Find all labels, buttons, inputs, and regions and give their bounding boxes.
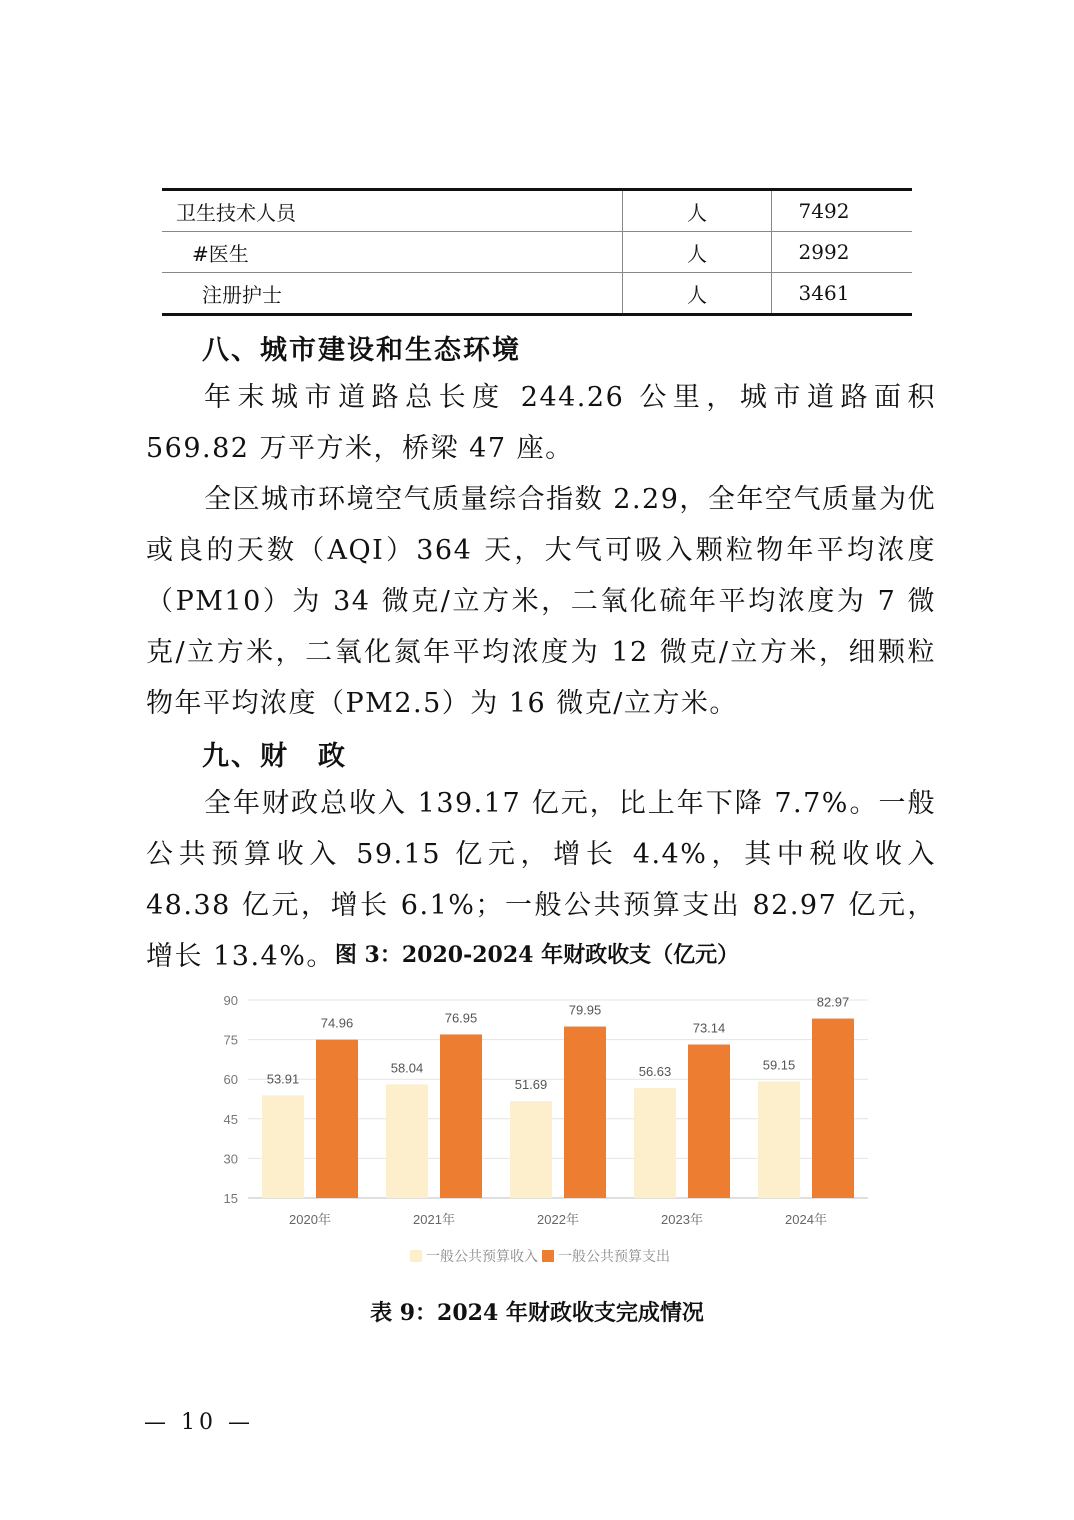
bar: [440, 1034, 482, 1198]
bar: [316, 1040, 358, 1198]
data-label: 53.91: [266, 1071, 300, 1087]
legend-label: 一般公共预算收入: [426, 1248, 538, 1264]
row-unit: 人: [623, 273, 772, 315]
data-label: 73.14: [692, 1020, 726, 1036]
row-value: 3461: [772, 273, 913, 315]
data-label: 76.95: [444, 1010, 478, 1026]
x-tick-label: 2021年: [413, 1212, 455, 1227]
figure-title: 图 3：2020-2024 年财政收支（亿元）: [334, 942, 740, 968]
legend-label: 一般公共预算支出: [558, 1248, 670, 1264]
bar: [262, 1095, 304, 1198]
data-label: 79.95: [568, 1002, 602, 1018]
data-label: 51.69: [514, 1077, 548, 1093]
row-unit: 人: [623, 190, 772, 232]
x-tick-label: 2022年: [537, 1212, 579, 1227]
bar: [812, 1019, 854, 1198]
y-tick-label: 60: [223, 1072, 238, 1088]
bar: [634, 1088, 676, 1198]
x-tick-label: 2020年: [289, 1212, 331, 1227]
data-label: 58.04: [390, 1060, 424, 1076]
row-name: 卫生技术人员: [176, 200, 296, 225]
table-row: [162, 273, 912, 315]
table-row: [162, 232, 912, 273]
section-9-heading: 九、财 政: [202, 741, 347, 772]
data-label: 74.96: [320, 1015, 354, 1031]
y-tick-label: 90: [223, 993, 238, 1008]
y-tick-label: 45: [223, 1111, 238, 1127]
section-8-paragraph-air: 全区城市环境空气质量综合指数 2.29，全年空气质量为优或良的天数（AQI）364 天，大气可吸入颗粒物年平均浓度（PM10）为 34 微克/立方米，二氧化硫年平均浓度为 7 微克/立方米，二氧化氮年平均浓度为 12 微克/立方米，细颗粒物年平均浓度（PM2.5）为 16 微克/立方米。: [146, 484, 936, 719]
health-staff-table: [162, 188, 912, 316]
table-title: 表 9：2024 年财政收支完成情况: [370, 1300, 704, 1326]
x-tick-label: 2024年: [785, 1212, 827, 1227]
section-8-paragraph-roads: 年末城市道路总长度 244.26 公里，城市道路面积 569.82 万平方米，桥梁 47 座。: [146, 382, 936, 464]
row-value: 7492: [772, 190, 913, 232]
bar: [386, 1084, 428, 1198]
y-tick-label: 15: [223, 1191, 238, 1206]
y-tick-label: 75: [223, 1032, 238, 1048]
section-8-heading: 八、城市建设和生态环境: [202, 335, 521, 366]
bar: [688, 1045, 730, 1198]
data-label: 82.97: [816, 994, 850, 1010]
y-tick-label: 30: [223, 1151, 238, 1167]
row-unit: 人: [623, 232, 772, 273]
x-tick-label: 2023年: [661, 1212, 703, 1227]
legend-swatch: [410, 1250, 422, 1262]
bar: [564, 1027, 606, 1198]
row-name: 注册护士: [202, 282, 282, 307]
data-label: 56.63: [638, 1064, 672, 1080]
bar: [758, 1081, 800, 1198]
section-9-paragraph-finance: 全年财政总收入 139.17 亿元，比上年下降 7.7%。一般公共预算收入 59.15 亿元，增长 4.4%，其中税收收入 48.38 亿元，增长 6.1%；一般公共预算支出 82.97 亿元，增长 13.4%。: [146, 788, 936, 972]
page-number: — 10 —: [144, 1410, 254, 1435]
row-value: 2992: [772, 232, 913, 273]
data-label: 59.15: [762, 1057, 796, 1073]
finance-bar-chart: [200, 985, 880, 1275]
legend-swatch: [542, 1250, 554, 1262]
table-row: [162, 190, 912, 232]
row-name: #医生: [192, 241, 249, 266]
bar: [510, 1101, 552, 1198]
